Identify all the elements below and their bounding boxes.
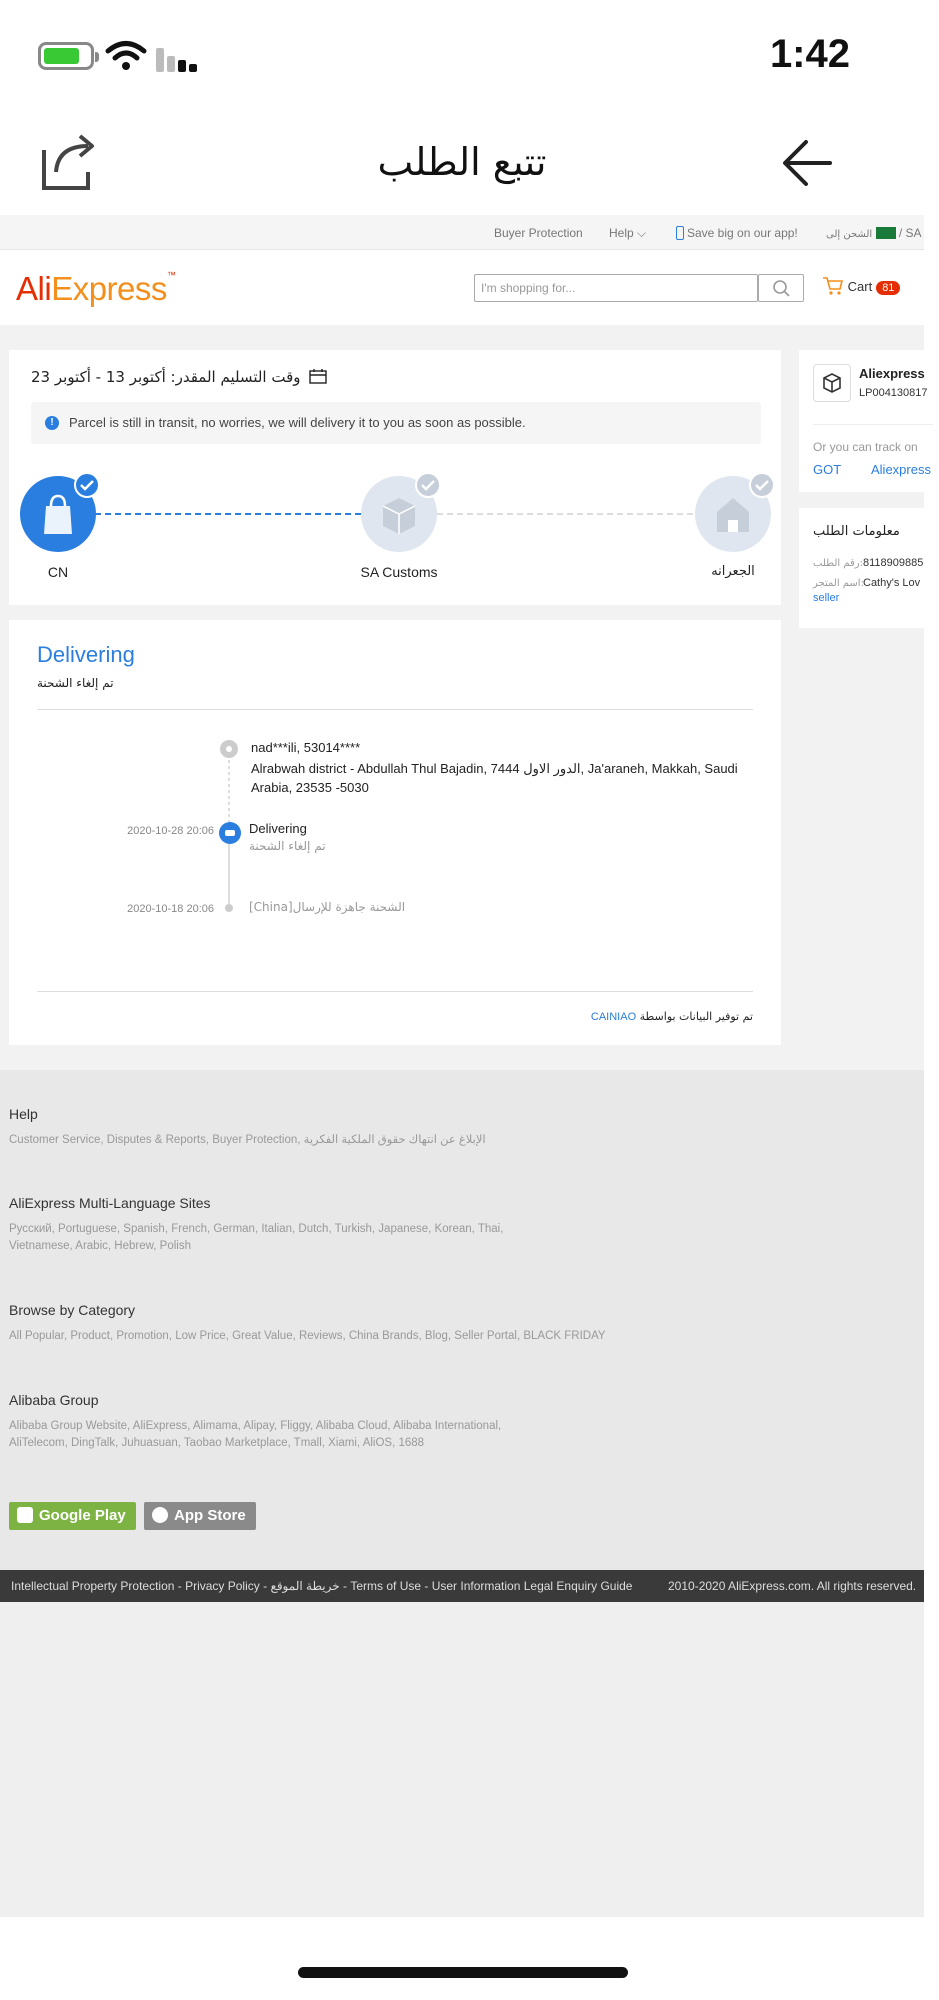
apple-icon bbox=[152, 1507, 168, 1523]
help-menu[interactable] bbox=[609, 226, 646, 241]
signal-icon bbox=[156, 44, 200, 72]
stage-customs-icon bbox=[361, 476, 437, 552]
clock: 1:42 bbox=[769, 32, 850, 76]
event-time: 2020-10-28 20:06 bbox=[127, 825, 214, 837]
event-time: 2020-10-18 20:06 bbox=[127, 903, 214, 915]
android-icon bbox=[17, 1507, 33, 1523]
ship-to-selector[interactable]: الشحن إلى / SA bbox=[826, 226, 922, 240]
page-title: تتبع الطلب bbox=[377, 140, 547, 184]
carrier-name: Aliexpress bbox=[859, 366, 925, 381]
site-top-strip bbox=[0, 215, 924, 250]
estimated-delivery-text: وقت التسليم المقدر: أكتوبر 13 - أكتوبر 23 bbox=[31, 368, 301, 386]
footer-browse-heading: Browse by Category bbox=[9, 1302, 136, 1318]
google-play-button[interactable] bbox=[9, 1502, 136, 1530]
wifi-icon bbox=[106, 40, 146, 72]
truck-icon bbox=[219, 822, 241, 844]
status-bar bbox=[0, 0, 924, 110]
divider bbox=[37, 709, 753, 710]
help-label: Help bbox=[609, 226, 634, 240]
footer-multilang-heading: AliExpress Multi-Language Sites bbox=[9, 1195, 211, 1211]
divider bbox=[37, 991, 753, 992]
site-header bbox=[0, 250, 924, 325]
stage-destination-icon bbox=[695, 476, 771, 552]
stage-label-customs: SA Customs bbox=[360, 564, 438, 580]
ship-to-label: الشحن إلى bbox=[826, 229, 873, 240]
order-number-label: رقم الطلب: bbox=[813, 558, 863, 569]
timeline-connector bbox=[228, 844, 230, 904]
timeline-connector bbox=[228, 760, 230, 822]
carrier-card bbox=[799, 350, 939, 492]
site-footer bbox=[0, 1070, 924, 1570]
tracking-number: LP004130817 bbox=[859, 387, 928, 399]
home-indicator[interactable] bbox=[298, 1967, 628, 1978]
search-button[interactable] bbox=[758, 274, 804, 302]
transit-notice-text: Parcel is still in transit, no worries, we will delivery it to you as soon as possible. bbox=[69, 415, 526, 430]
search-icon bbox=[759, 275, 803, 301]
nav-bar bbox=[0, 110, 924, 215]
back-arrow-icon[interactable] bbox=[782, 138, 832, 188]
cart-count-badge: 81 bbox=[876, 281, 900, 295]
cart-label: Cart bbox=[847, 279, 873, 294]
store-name[interactable]: Cathy's Lov bbox=[863, 577, 921, 589]
battery-icon bbox=[38, 42, 94, 70]
app-store-label: App Store bbox=[174, 1507, 246, 1524]
buyer-protection-link[interactable]: Buyer Protection bbox=[494, 226, 583, 240]
info-icon: ! bbox=[45, 416, 59, 430]
footer-alibaba-heading: Alibaba Group bbox=[9, 1392, 99, 1408]
event-title: [China]الشحنة جاهزة للإرسال bbox=[249, 900, 406, 914]
region-code: SA bbox=[905, 226, 922, 240]
flag-icon bbox=[876, 227, 896, 239]
cart-button[interactable] bbox=[822, 276, 900, 300]
event-subtitle: تم إلغاء الشحنة bbox=[249, 839, 326, 853]
tracking-progress-card bbox=[9, 350, 781, 605]
seller-link[interactable]: seller bbox=[813, 592, 840, 604]
app-store-button[interactable] bbox=[144, 1502, 256, 1530]
delivery-status-subtitle: تم إلغاء الشحنة bbox=[37, 676, 114, 690]
cart-icon bbox=[822, 276, 844, 296]
provider-link[interactable]: CAINIAO bbox=[590, 1011, 637, 1023]
app-promo-label: Save big on our app! bbox=[687, 226, 798, 240]
phone-icon bbox=[676, 226, 684, 240]
track-link-got[interactable]: GOT bbox=[813, 462, 842, 477]
delivery-details-card bbox=[9, 620, 781, 1045]
footer-multilang-links[interactable]: Русский, Portuguese, Spanish, French, German, Italian, Dutch, Turkish, Japanese, Korean, Thai, Vietnamese, Arabic, Hebrew, Polish bbox=[9, 1223, 504, 1252]
legal-links[interactable]: Intellectual Property Protection - Privacy Policy - خريطة الموقع - Terms of Use - User Information Legal Enquiry Guide bbox=[11, 1579, 633, 1593]
track-elsewhere-text: Or you can track on bbox=[813, 440, 918, 454]
event-title: Delivering bbox=[249, 821, 307, 836]
app-promo-link[interactable] bbox=[676, 226, 798, 240]
copyright: 2010-2020 AliExpress.com. All rights reserved. bbox=[668, 1579, 917, 1593]
order-info-card bbox=[799, 508, 939, 628]
footer-alibaba-links[interactable]: Alibaba Group Website, AliExpress, Alimama, Alipay, Fliggy, Alibaba Cloud, Alibaba International, AliTelecom, DingTalk, Juhuasuan, Taobao Marketplace, Tmall, Xiami, AliOS, 1688 bbox=[9, 1420, 502, 1449]
order-number: 8118909885 bbox=[863, 557, 924, 569]
search-input[interactable]: I'm shopping for... bbox=[474, 274, 758, 302]
divider bbox=[813, 424, 933, 425]
recipient-address: Alrabwah district - Abdullah Thul Bajadin, 7444 الدور الاول, Ja'araneh, Makkah, Saudi Arabia, 23535 -5030 bbox=[251, 761, 738, 795]
aliexpress-logo[interactable]: AliExpress™ bbox=[16, 270, 176, 307]
footer-browse-links[interactable]: All Popular, Product, Promotion, Low Price, Great Value, Reviews, China Brands, Blog, Seller Portal, BLACK FRIDAY bbox=[9, 1330, 606, 1342]
stage-label-destination: الجعرانه bbox=[711, 564, 755, 579]
chevron-down-icon: ⌵ bbox=[637, 226, 647, 240]
store-name-label: اسم المتجر: bbox=[813, 578, 864, 589]
track-link-aliexpress[interactable]: Aliexpress bbox=[871, 462, 931, 477]
timeline-dot bbox=[225, 904, 233, 912]
legal-bar bbox=[0, 1570, 924, 1602]
package-icon bbox=[813, 364, 851, 402]
google-play-label: Google Play bbox=[39, 1507, 126, 1524]
data-provider bbox=[591, 1010, 753, 1023]
page-bottom-area bbox=[0, 1602, 924, 1917]
stage-label-origin: CN bbox=[47, 564, 69, 580]
delivery-status-title: Delivering bbox=[37, 642, 135, 667]
order-info-title: معلومات الطلب bbox=[813, 524, 900, 539]
provider-prefix: تم توفير البيانات بواسطة bbox=[639, 1010, 753, 1023]
recipient-name: nad***ili, 53014**** bbox=[251, 740, 361, 755]
location-pin-icon bbox=[220, 740, 238, 758]
footer-help-heading: Help bbox=[9, 1106, 38, 1122]
footer-help-links[interactable]: Customer Service, Disputes & Reports, Buyer Protection, الإبلاغ عن انتهاك حقوق الملكية الفكرية bbox=[9, 1134, 486, 1146]
stage-origin-icon bbox=[20, 476, 96, 552]
